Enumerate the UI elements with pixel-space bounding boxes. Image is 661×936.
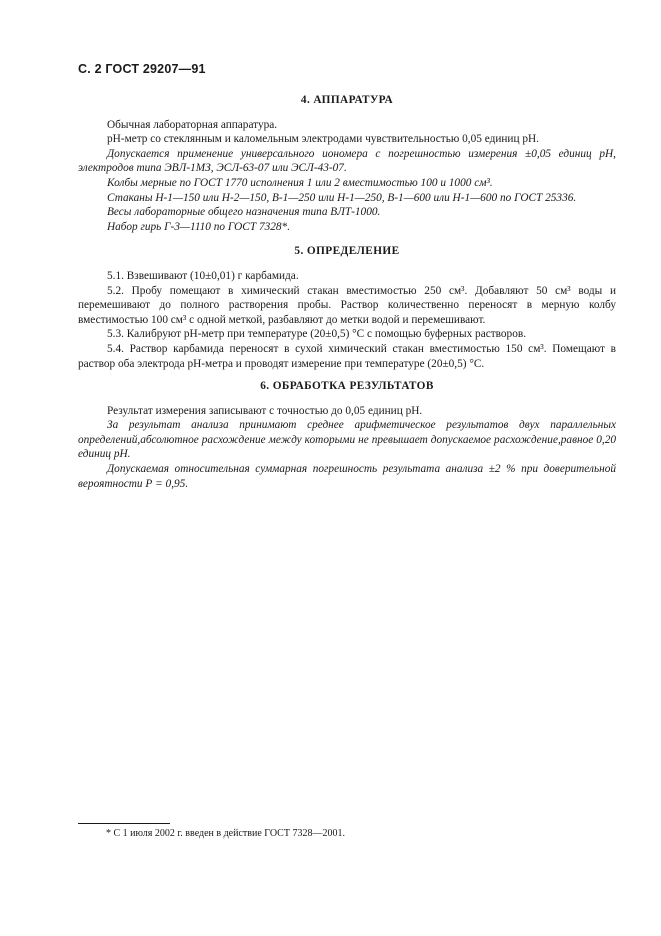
footnote: * С 1 июля 2002 г. введен в действие ГОСТ 7328—2001.	[106, 828, 345, 839]
apparatus-line-4: Колбы мерные по ГОСТ 1770 исполнения 1 или 2 вместимостью 100 и 1000 см³.	[107, 176, 493, 189]
determination-item-5-1: 5.1. Взвешивают (10±0,01) г карбамида.	[107, 269, 299, 282]
determination-item-5-4: 5.4. Раствор карбамида переносят в сухой химический стакан вместимостью 150 см³. Помещают в раствор оба электрода pH-метра и проводят измерение при температуре (20±0,5) °С.	[78, 342, 616, 370]
determination-item-5-2: 5.2. Пробу помещают в химический стакан вместимостью 250 см³. Добавляют 50 см³ воды и перемешивают до полного растворения пробы. Раствор количественно переносят в мерную колбу вместимостью 100 см³ с одной меткой, разбавляют до метки водой и перемешивают.	[78, 284, 616, 326]
document-body	[78, 93, 616, 491]
results-line-3: Допускаемая относительная суммарная погрешность результата анализа ±2 % при доверительной вероятности Р = 0,95.	[78, 463, 616, 490]
section-5-title: 5. ОПРЕДЕЛЕНИЕ	[294, 245, 400, 258]
apparatus-line-7: Набор гирь Г-3—1110 по ГОСТ 7328*.	[107, 220, 291, 233]
results-line-1: Результат измерения записывают с точностью до 0,05 единиц pH.	[107, 404, 423, 417]
apparatus-line-6: Весы лабораторные общего назначения типа ВЛТ-1000.	[107, 206, 381, 219]
section-6-title: 6. ОБРАБОТКА РЕЗУЛЬТАТОВ	[260, 380, 434, 393]
apparatus-line-5: Стаканы Н-1—150 или Н-2—150, В-1—250 или Н-1—250, В-1—600 или Н-1—600 по ГОСТ 25336.	[107, 191, 577, 204]
section-4-title: 4. АППАРАТУРА	[300, 94, 394, 106]
apparatus-line-1: Обычная лабораторная аппаратура.	[107, 118, 278, 131]
apparatus-line-2: pH-метр со стеклянным и каломельным электродами чувствительностью 0,05 единиц pH.	[107, 133, 539, 146]
page-header: С. 2 ГОСТ 29207—91	[78, 62, 206, 76]
results-line-2: За результат анализа принимают среднее арифметическое результатов двух параллельных определений,абсолютное расхождение между которыми не превышает допускаемое расхождение,равное 0,20 единиц pH.	[78, 419, 616, 461]
footnote-divider	[78, 823, 170, 824]
determination-item-5-3: 5.3. Калибруют pH-метр при температуре (20±0,5) °С с помощью буферных растворов.	[107, 328, 527, 341]
apparatus-line-3: Допускается применение универсального иономера с погрешностью измерения ±0,05 единиц pH, электродов типа ЭВЛ-1МЗ, ЭСЛ-63-07 или ЭСЛ-43-07.	[78, 147, 616, 175]
